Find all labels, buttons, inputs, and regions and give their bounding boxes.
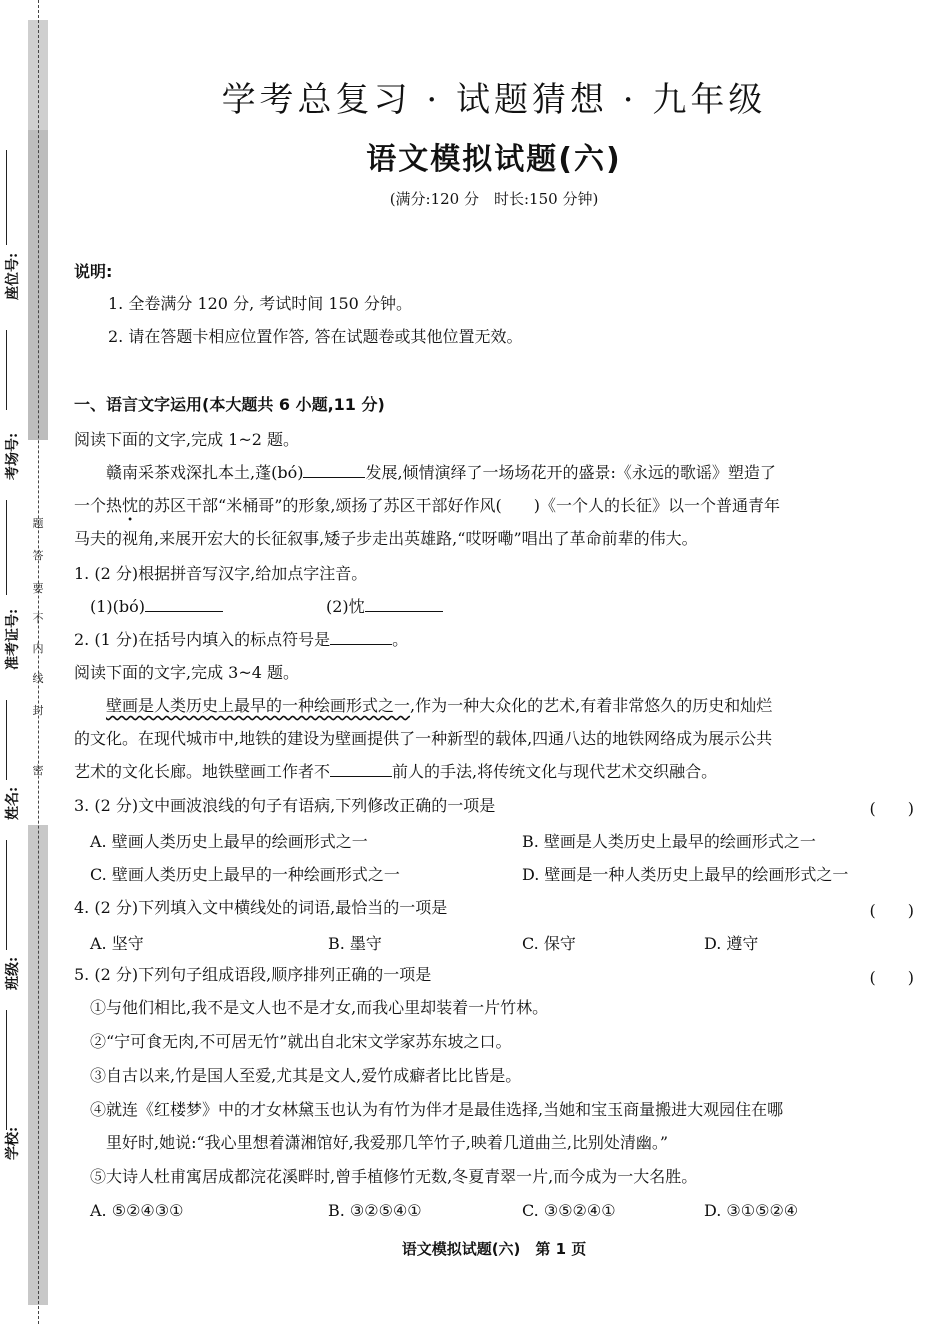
seal-char: 不 [32,612,44,625]
field-line [6,840,7,950]
field-line [6,1010,7,1130]
passage-line: 赣南采茶戏深扎本土,蓬(bó) 发展,倾情演绎了一场场花开的盛景:《永远的歌谣》塑造了 [106,463,776,482]
q5-sentence: ④就连《红楼梦》中的才女林黛玉也认为有竹为伴才是最佳选择,当她和宝玉商量搬进大观园住在哪 [90,1100,784,1119]
passage-line: 的文化。在现代城市中,地铁的建设为壁画提供了一种新型的载体,四通八达的地铁网络成为展示公共 [74,729,773,748]
q4-option-d[interactable]: D. 遵守 [704,934,759,953]
q5-sentence: ⑤大诗人杜甫寓居成都浣花溪畔时,曾手植修竹无数,冬夏青翠一片,而今成为一大名胜。 [90,1167,698,1186]
passage-line: 马夫的视角,来展开宏大的长征叙事,矮子步走出英雄路,“哎呀嘞”唱出了革命前辈的伟大。 [74,529,698,548]
field-line [6,700,7,780]
seal-char: 密 [32,764,44,777]
q3-option-a[interactable]: A. 壁画人类历史上最早的绘画形式之一 [90,832,368,851]
field-exam-id: 准考证号: [5,608,21,670]
q5-option-b[interactable]: B. ③②⑤④① [328,1201,422,1220]
question-3: 3. (2 分)文中画波浪线的句子有语病,下列修改正确的一项是 [74,796,496,815]
question-1: 1. (2 分)根据拼音写汉字,给加点字注音。 [74,564,368,583]
answer-blank[interactable] [145,597,223,612]
wavy-sentence: 壁画是人类历史上最早的一种绘画形式之一 [106,696,411,715]
q3-option-c[interactable]: C. 壁画人类历史上最早的一种绘画形式之一 [90,865,400,884]
seal-char: 要 [32,582,44,595]
answer-paren[interactable]: ( ) [869,968,914,987]
page-footer: 语文模拟试题(六) 第 1 页 [401,1240,587,1258]
q5-sentence: ①与他们相比,我不是文人也不是才女,而我心里却装着一片竹林。 [90,998,549,1017]
section-heading: 一、语言文字运用(本大题共 6 小题,11 分) [74,395,385,414]
blank [303,463,365,478]
field-line [6,150,7,245]
q5-option-c[interactable]: C. ③⑤②④① [522,1201,616,1220]
answer-blank[interactable] [365,597,443,612]
seal-char: 内 [32,642,44,655]
series-title: 学考总复习 · 试题猜想 · 九年级 [221,80,767,120]
question-4: 4. (2 分)下列填入文中横线处的词语,最恰当的一项是 [74,898,448,917]
question-5: 5. (2 分)下列句子组成语段,顺序排列正确的一项是 [74,965,432,984]
seal-char: 封 [32,704,44,717]
q4-option-c[interactable]: C. 保守 [522,934,576,953]
exam-meta: (满分:120 分 时长:150 分钟) [389,190,599,208]
blank [330,762,392,777]
field-name: 姓名: [5,786,21,820]
question-2: 2. (1 分)在括号内填入的标点符号是 。 [74,630,409,649]
q5-sentence: ③自古以来,竹是国人至爱,尤其是文人,爱竹成癖者比比皆是。 [90,1066,522,1085]
reading-intro: 阅读下面的文字,完成 1~2 题。 [74,430,300,449]
q5-sentence: ②“宁可食无肉,不可居无竹”就出自北宋文学家苏东坡之口。 [90,1032,512,1051]
field-school: 学校: [5,1126,21,1160]
page-title: 语文模拟试题(六) [366,142,622,177]
field-line [6,500,7,595]
field-seat: 座位号: [5,252,21,300]
q4-option-a[interactable]: A. 坚守 [90,934,144,953]
reading-intro: 阅读下面的文字,完成 3~4 题。 [74,663,300,682]
dotted-char: 忱 [122,496,139,515]
answer-paren[interactable]: ( ) [869,799,914,818]
q1-part-1: (1)(bó) [90,597,223,617]
field-class: 班级: [5,956,21,990]
field-line [6,330,7,410]
q5-option-a[interactable]: A. ⑤②④③① [90,1201,184,1220]
q3-option-d[interactable]: D. 壁画是一种人类历史上最早的绘画形式之一 [522,865,849,884]
seal-char: 题 [32,517,44,530]
answer-blank[interactable] [330,630,392,645]
binding-strip [0,0,56,1324]
note-item: 2. 请在答题卡相应位置作答, 答在试题卷或其他位置无效。 [108,327,523,346]
field-room: 考场号: [5,432,21,480]
note-item: 1. 全卷满分 120 分, 考试时间 150 分钟。 [108,294,412,313]
q5-sentence: 里好时,她说:“我心里想着潇湘馆好,我爱那几竿竹子,映着几道曲兰,比别处清幽。” [106,1133,669,1152]
answer-paren[interactable]: ( ) [869,901,914,920]
q4-option-b[interactable]: B. 墨守 [328,934,382,953]
seal-char: 答 [32,549,44,562]
q3-option-b[interactable]: B. 壁画是人类历史上最早的绘画形式之一 [522,832,816,851]
seal-char: 线 [32,672,44,685]
cut-line [38,0,39,1324]
q1-part-2: (2)忱 [326,597,443,617]
passage-line: 艺术的文化长廊。地铁壁画工作者不 前人的手法,将传统文化与现代艺术交织融合。 [74,762,718,781]
passage-line: 壁画是人类历史上最早的一种绘画形式之一,作为一种大众化的艺术,有着非常悠久的历史和灿烂 [106,696,773,715]
q5-option-d[interactable]: D. ③①⑤②④ [704,1201,799,1220]
passage-line: 一个热忱的苏区干部“米桶哥”的形象,颂扬了苏区干部好作风( )《一个人的长征》以一个普通青年 [74,496,780,515]
notes-label: 说明: [74,262,113,281]
